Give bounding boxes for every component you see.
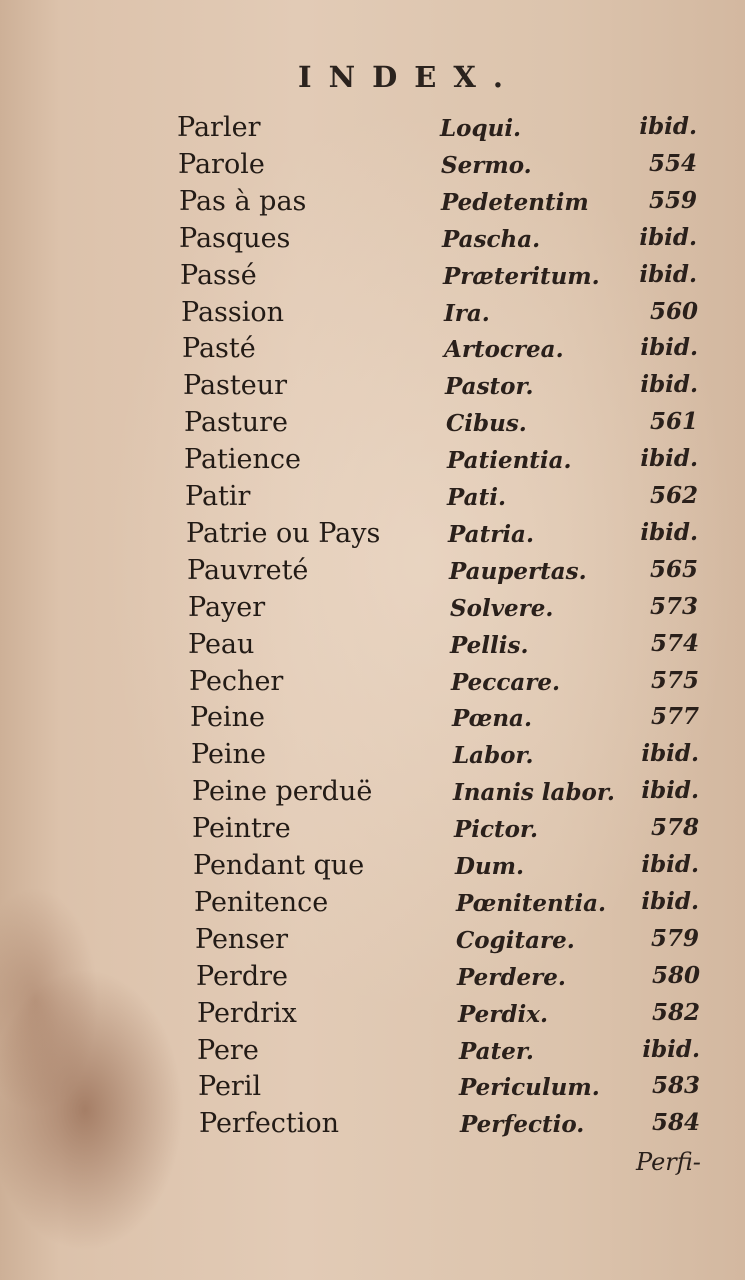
page-reference: 582 [651,999,700,1026]
index-row [0,370,745,404]
index-row [0,260,745,294]
latin-term: Ira. [444,300,490,327]
page-reference: ibid. [639,113,697,140]
french-term: Pasques [179,223,291,254]
latin-term: Perdere. [457,964,566,991]
french-term: Pecher [189,666,284,697]
french-term: Patience [184,444,302,475]
page-reference: ibid. [640,519,698,546]
page-reference: ibid. [641,777,699,804]
page-reference: 560 [649,298,698,325]
latin-term: Perfectio. [460,1111,585,1138]
french-term: Pasteur [183,370,288,401]
french-term: Patrie ou Pays [186,518,381,549]
page-reference: 554 [648,150,697,177]
index-row [0,297,745,331]
french-term: Parole [178,149,265,180]
latin-term: Perdix. [458,1001,548,1028]
index-row [0,850,745,884]
french-term: Perdrix [197,998,297,1029]
latin-term: Peccare. [451,669,560,696]
french-term: Pasture [184,407,289,438]
index-row [0,112,745,146]
page-reference: 577 [650,703,699,730]
latin-term: Inanis labor. [453,779,615,806]
french-term: Passion [181,297,285,328]
index-row [0,1108,745,1142]
latin-term: Periculum. [459,1074,600,1101]
latin-term: Labor. [453,742,534,769]
latin-term: Pictor. [454,816,539,843]
index-row [0,481,745,515]
french-term: Patir [185,481,251,512]
french-term: Peine [190,702,265,733]
index-row [0,555,745,589]
french-term: Peine perduë [192,776,373,807]
french-term: Pasté [182,333,256,364]
index-row [0,223,745,257]
latin-term: Pœnitentia. [456,890,607,917]
page-reference: ibid. [640,445,698,472]
page-reference: ibid. [639,261,697,288]
french-term: Perdre [196,961,289,992]
page-reference: 584 [651,1109,700,1136]
page-reference: 583 [651,1072,700,1099]
latin-term: Patientia. [447,447,572,474]
page-reference: ibid. [641,851,699,878]
page-reference: 575 [650,667,699,694]
page-reference: 573 [649,593,698,620]
french-term: Peau [188,629,255,660]
latin-term: Pastor. [445,373,534,400]
french-term: Penser [195,924,289,955]
page-reference: ibid. [640,334,698,361]
latin-term: Dum. [455,853,525,880]
latin-term: Pellis. [450,632,529,659]
index-row [0,1035,745,1069]
index-row [0,924,745,958]
index-row [0,149,745,183]
french-term: Pere [197,1035,259,1066]
page-reference: 580 [651,962,700,989]
page-reference: ibid. [641,740,699,767]
index-row [0,739,745,773]
latin-term: Paupertas. [449,558,587,585]
index-row [0,592,745,626]
catchword: Perfi- [636,1148,701,1176]
latin-term: Pati. [447,484,506,511]
french-term: Pas à pas [179,186,307,217]
index-row [0,666,745,700]
index-row [0,702,745,736]
page-reference: 574 [650,630,699,657]
latin-term: Patria. [448,521,534,548]
french-term: Pauvreté [187,555,309,586]
latin-term: Cibus. [446,410,527,437]
page-reference: ibid. [641,888,699,915]
latin-term: Præteritum. [443,263,600,290]
latin-term: Cogitare. [456,927,575,954]
index-row [0,1071,745,1105]
latin-term: Pater. [459,1038,534,1065]
page-reference: ibid. [640,371,698,398]
french-term: Penitence [194,887,329,918]
latin-term: Artocrea. [444,336,564,363]
index-row [0,333,745,367]
index-row [0,629,745,663]
page-reference: ibid. [639,224,697,251]
latin-term: Pœna. [452,705,532,732]
index-row [0,813,745,847]
index-row [0,186,745,220]
french-term: Pendant que [193,850,365,881]
latin-term: Loqui. [440,115,522,142]
french-term: Peine [191,739,266,770]
latin-term: Solvere. [450,595,554,622]
page-reference: 562 [649,482,698,509]
french-term: Peril [198,1071,262,1102]
french-term: Peintre [192,813,291,844]
latin-term: Pedetentim [441,189,589,216]
index-row [0,887,745,921]
page-reference: 578 [650,814,699,841]
index-row [0,407,745,441]
index-row [0,776,745,810]
index-row [0,518,745,552]
french-term: Passé [180,260,257,291]
page-reference: 559 [648,187,697,214]
page-reference: 565 [649,556,698,583]
index-row [0,998,745,1032]
index-row [0,444,745,478]
page-title: INDEX. [298,60,520,94]
french-term: Parler [177,112,261,143]
page-reference: 561 [649,408,698,435]
index-row [0,961,745,995]
latin-term: Pascha. [442,226,541,253]
page-reference: ibid. [642,1036,700,1063]
latin-term: Sermo. [441,152,532,179]
french-term: Perfection [199,1108,340,1139]
page-reference: 579 [650,925,699,952]
french-term: Payer [188,592,266,623]
